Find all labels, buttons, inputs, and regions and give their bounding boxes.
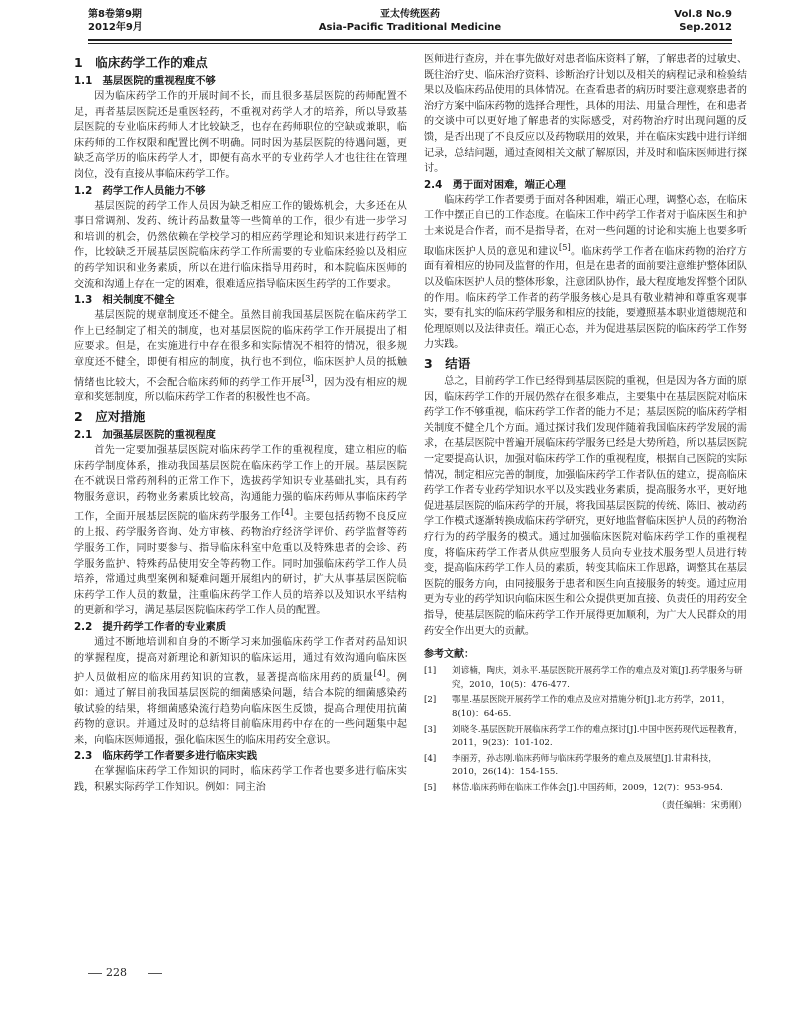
header-rule-thin [88, 43, 732, 44]
paragraph: 首先一定要加强基层医院对临床药学工作的重视程度，建立相应的临床药学制度体系，推动我国基层医院在临床药学工作上的开展。基层医院在不就误日常药剂科的正常工作下，选拔药学知识专业基础扎实，具有药物服务意识，药物业务素质比较高，沟通能力强的临床药师从事临床药学工作，全面开展基层医院的临床药学服务工作[4]。主要包括药物不良反应的上报、药学服务咨询、处方审核、药物治疗经济学评价、药学监督等药学服务工作，同时要参与、指导临床科室中危重以及特殊患者的会诊、药学服务监护、特殊药品使用安全等药物工作。同时加强临床药学工作人员培养，常通过典型案例和疑难问题开展组内的研讨，扩大从事基层医院临床药学工作人员的数量，注重临床药学工作人员的培养以及知识水平结构的更新和学习，满足基层医院临床药学工作人员的配置。 [74, 445, 408, 617]
paragraph: 基层医院的药学工作人员因为缺乏相应工作的锻炼机会，大多还在从事日常调剂、发药、统计药品数量等一些简单的工作，很少有进一步学习和培训的机会，仍然依赖在学校学习的相应药学理论和知识来进行药学工作，比较缺乏开展基层医院临床药学工作所需要的专业临床经验以及相应的药学知识和业务素质，所以在进行临床指导用药时，和本院临床医师的交流和沟通上存在一定的困难，很难适应指导临床医生药学的工作要求。 [74, 200, 407, 290]
section-heading: 1 临床药学工作的难点 [74, 55, 208, 70]
section-heading: 3 结语 [424, 356, 471, 372]
page-number: 228 [106, 966, 127, 979]
subsection-heading: 1.3 相关制度不健全 [74, 294, 175, 307]
left-column [74, 52, 407, 796]
citation: [3] [301, 372, 314, 383]
subsection-heading: 1.2 药学工作人员能力不够 [74, 184, 206, 197]
reference-item: [4] 李丽芳，孙志刚.临床药师与临床药学服务的难点及展望[J].甘肃科技，2010，26(14)：154-155. [424, 753, 717, 778]
citation: [5] [558, 241, 571, 252]
subsection-heading: 2.2 提升药学工作者的专业素质 [74, 620, 227, 633]
reference-item: [1] 刘谚楠，陶庆，刘永平.基层医院开展药学工作的难点及对策[J].药学服务与研究，2010，10(5)：476-477. [424, 666, 743, 690]
subsection-heading: 2.1 加强基层医院的重视程度 [74, 429, 216, 442]
citation: [4] [281, 507, 294, 518]
reference-item: [3] 刘晓冬.基层医院开展临床药学工作的难点探讨[J].中国中医药现代远程教育，2011，9(23)：101-102. [424, 724, 743, 749]
paragraph: 医师进行查房，并在事先做好对患者临床资料了解，了解患者的过敏史、既往治疗史、临床治疗资料、诊断治疗计划以及相关的病程记录和检验结果以及临床药品使用的具体情况。在查看患者的病历时要注意观察患者的治疗方案中临床药物的选择合理性，具体的用法、用量合理性，在和患者的交谈中可以更好地了解患者的实际感受，对药物治疗时出现问题的反馈，是否出现了不良反应以及药物联用的效果，并在临床实践中进行详细记录，总结问题，通过查阅相关文献了解原因，并及时和临床医师进行探讨。 [424, 54, 747, 175]
paragraph: 基层医院的规章制度还不健全。虽然目前我国基层医院在临床药学工作上已经制定了相关的制度，也对基层医院的临床药学工作开展提出了相应要求。但是，在实施进行中存在很多和实际情况不相符的情况，很多规章度还不健全，即便有相应的制度，执行也不到位，临床医护人员的抵触情绪也比较大，不会配合临床药师的药学工作开展[3]，因为没有相应的规章和奖惩制度，所以临床药学工作者的积极性也不高。 [74, 310, 408, 404]
citation: [4] [373, 668, 386, 679]
header-issue: 第8卷第9期 2012年9月 [88, 9, 143, 33]
paragraph: 总之，目前药学工作已经得到基层医院的重视，但是因为各方面的原因，临床药学工作的开展仍然存在很多难点，主要集中在基层医院对临床药学工作不够重视，临床药学工作者的能力不足；基层医院的临床药学相关制度不健全几个方面。通过探讨我们发现伴随着我国临床药学发展的需求，在基层医院中普遍开展临床药学服务已经是大势所趋，所以基层医院一定要提高认识，加强对临床药学工作的重视程度，根据自己医院的实际情况，制定相应完善的制度，加强临床药学工作者队伍的建立，提高临床药学工作者专业药学知识水平以及实践业务素质，提高服务水平，更好地促进基层医院的临床药学的开展，将我国基层医院的传统、陈旧、被动药学工作模式逐渐转换成临床药学研究，更好地监督临床医护人员的药物治疗行为的药学服务的模式。通过加强临床医院对临床药学工作的重视程度，将临床药学工作者从供应型服务人员向专业技术服务型人员进行转变，提高临床药学工作人员的素质，转变其临床工作思路，调整其在基层医院的服务方向，由同接服务于患者和医生向直接服务的转变。通过应用更为专业的药学知识向临床医生和公众提供更加直接、负责任的用药安全指导，使基层医院的临床药学工作开展得更加顺利，为广大人民群众的用药安全作出更大的贡献。 [424, 376, 747, 637]
paragraph: 在掌握临床药学工作知识的同时，临床药学工作者也要多进行临床实践，积累实际药学工作知识。例如：同主治 [74, 766, 407, 794]
header-volume: Vol.8 No.9 Sep.2012 [674, 9, 732, 33]
subsection-heading: 2.4 勇于面对困难，端正心理 [424, 178, 566, 191]
reference-item: [2] 鄂星.基层医院开展药学工作的难点及应对措施分析[J].北方药学，2011，8(10)：64-65. [424, 695, 731, 719]
subsection-heading: 2.3 临床药学工作者要多进行临床实践 [74, 750, 257, 763]
right-column [424, 52, 747, 813]
subsection-heading: 1.1 基层医院的重视程度不够 [74, 75, 216, 87]
header-journal-title: 亚太传统医药 Asia-Pacific Traditional Medicine [318, 9, 502, 33]
references-heading: 参考文献： [424, 649, 474, 661]
section-heading: 2 应对措施 [74, 409, 146, 425]
footer-dash-right [148, 973, 162, 974]
responsible-editor: （责任编辑：宋勇刚） [656, 801, 747, 812]
paragraph: 临床药学工作者要勇于面对各种困难，端正心理，调整心态，在临床工作中摆正自已的工作态度。在临床工作中药学工作者对于临床医生和护士来说是合作者，而不是指导者，在对一些问题的讨论和实施上也要多听取临床医护人员的意见和建议[5]。临床药学工作者在临床药物的治疗方面有着相应的协同及监督的作用，但是在患者的面前要注意维护整体团队以及临床医护人员的整体形象，注意团队协作，最大程度地发挥整个团队的作用。临床药学工作者的药学服务核心是具有敬业精神和尊重客观事实，要有扎实的临床药学服务和相应的技能，要遵照基本职业道德规范和伦理原则以及法律责任。端正心态，并为促进基层医院的临床药学工作努力实践。 [424, 194, 748, 351]
paragraph: 因为临床药学工作的开展时间不长，而且很多基层医院的药师配置不足，再者基层医院还是重医轻药，不重视对药学人才的培养，所以导致基层医院的专业临床药师人才比较缺乏，也存在药师职位的空缺或兼职，临床药师的工作权限和配置比例不明确。同时因为基层医院的待遇问题，更缺乏高学历的临床药学人才，即便有高水平的专业药学人才也往往在管理岗位，没有直接从事临床药学工作。 [74, 91, 407, 180]
running-header [88, 8, 732, 44]
paragraph: 通过不断地培训和自身的不断学习来加强临床药学工作者对药品知识的掌握程度，提高对新理论和新知识的临床运用，通过有效沟通向临床医护人员做相应的临床用药知识的宣教，显著提高临床用药的质量[4]。例如：通过了解目前我国基层医院的细菌感染问题，结合本院的细菌感染药敏试验的结果，将细菌感染流行趋势向临床医生反馈，提高合理使用抗菌药物的意识。并通过及时的总结将目前临床用药中存在的一些问题集中起来，向临床医师通报，强化临床医生的临床用药安全意识。 [74, 636, 407, 746]
header-rule-thick [88, 39, 732, 41]
reference-item: [5] 林岱.临床药师在临床工作体会[J].中国药师，2009，12(7)：953-954. [424, 782, 723, 793]
reference-list [424, 665, 747, 795]
